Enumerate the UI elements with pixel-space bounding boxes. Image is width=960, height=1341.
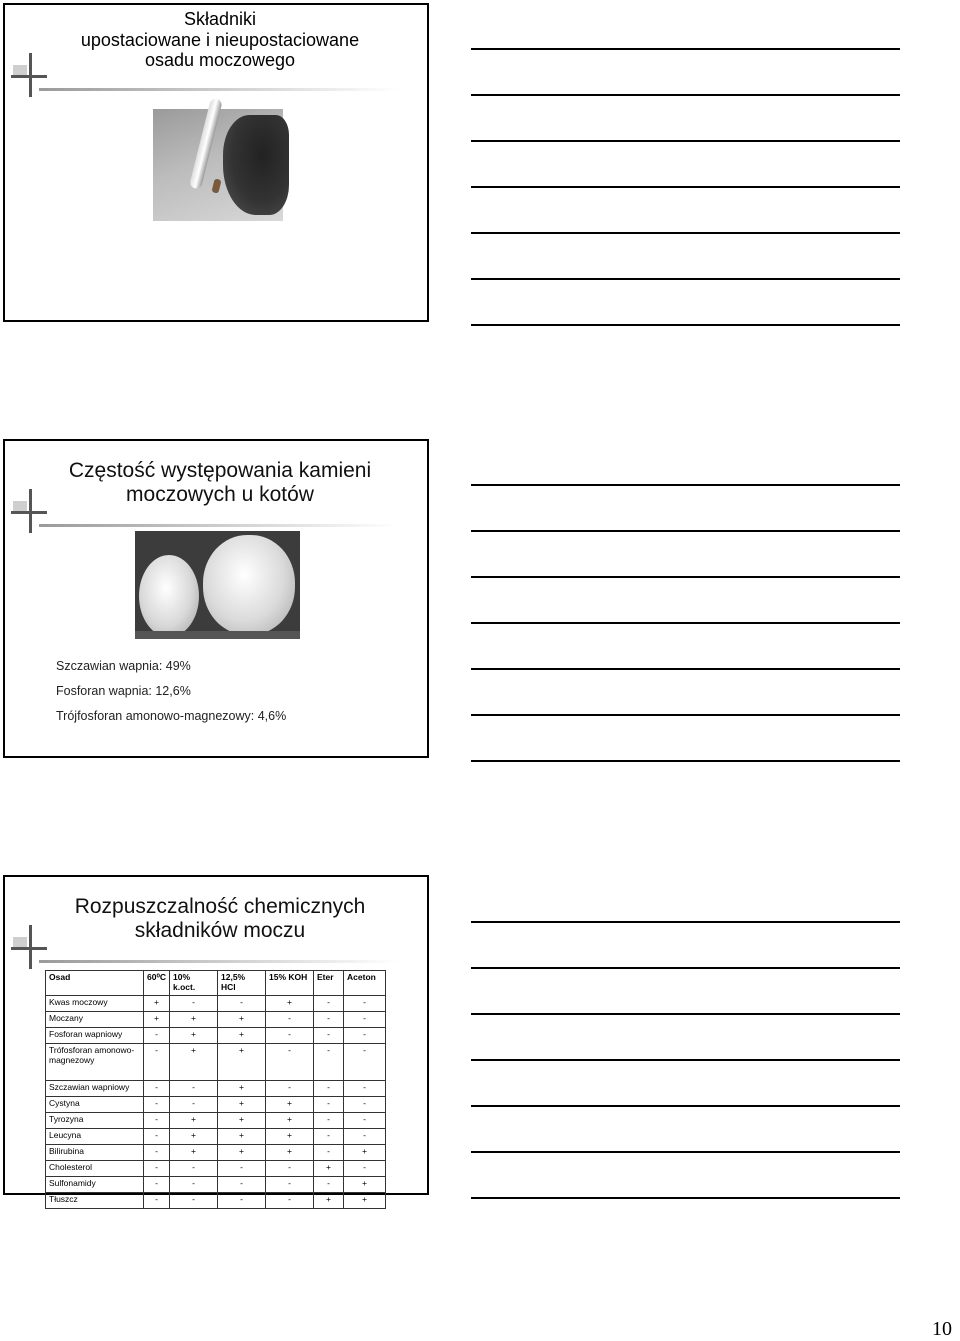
note-line: [471, 140, 900, 142]
table-header-cell: 10% k.oct.: [170, 971, 218, 996]
solubility-cell: -: [314, 996, 344, 1012]
stat-item: Trójfosforan amonowo-magnezowy: 4,6%: [56, 709, 287, 723]
table-header-row: [46, 971, 386, 996]
note-line: [471, 576, 900, 578]
note-line: [471, 714, 900, 716]
note-line: [471, 1151, 900, 1153]
solubility-cell: -: [266, 1044, 314, 1081]
solubility-cell: -: [344, 1129, 386, 1145]
solubility-cell: -: [344, 1097, 386, 1113]
title-line: Częstość występowania kamieni: [68, 459, 372, 482]
solubility-cell: +: [314, 1161, 344, 1177]
solubility-cell: -: [344, 1161, 386, 1177]
note-line: [471, 232, 900, 234]
table-header-cell: 60⁰C: [144, 971, 170, 996]
row-name: Sulfonamidy: [46, 1177, 144, 1193]
solubility-cell: -: [314, 1129, 344, 1145]
table-header-cell: Osad: [46, 971, 144, 996]
note-line: [471, 622, 900, 624]
note-line: [471, 921, 900, 923]
note-line: [471, 1013, 900, 1015]
solubility-cell: -: [314, 1145, 344, 1161]
solubility-cell: +: [314, 1193, 344, 1209]
solubility-cell: -: [344, 1028, 386, 1044]
note-line: [471, 760, 900, 762]
solubility-cell: -: [144, 1044, 170, 1081]
title-line: osadu moczowego: [144, 50, 296, 71]
table-header-cell: Eter: [314, 971, 344, 996]
solubility-cell: +: [170, 1129, 218, 1145]
solubility-cell: +: [266, 1145, 314, 1161]
solubility-cell: +: [144, 1012, 170, 1028]
solubility-cell: -: [170, 1177, 218, 1193]
row-name: Leucyna: [46, 1129, 144, 1145]
solubility-cell: -: [266, 1177, 314, 1193]
solubility-cell: -: [314, 1012, 344, 1028]
title-line: upostaciowane i nieupostaciowane: [80, 29, 360, 50]
stat-item: Fosforan wapnia: 12,6%: [56, 684, 191, 698]
solubility-cell: -: [266, 1081, 314, 1097]
solubility-cell: +: [218, 1129, 266, 1145]
table-row: [46, 1012, 386, 1028]
note-line: [471, 530, 900, 532]
note-line: [471, 1105, 900, 1107]
solubility-cell: +: [344, 1177, 386, 1193]
solubility-cell: -: [314, 1177, 344, 1193]
solubility-cell: +: [218, 1012, 266, 1028]
solubility-cell: -: [266, 1028, 314, 1044]
solubility-cell: +: [344, 1193, 386, 1209]
solubility-cell: -: [144, 1081, 170, 1097]
row-name: Kwas moczowy: [46, 996, 144, 1012]
solubility-cell: -: [144, 1161, 170, 1177]
solubility-cell: -: [170, 1097, 218, 1113]
note-line: [471, 48, 900, 50]
solubility-cell: -: [144, 1145, 170, 1161]
slide-title: [25, 9, 415, 71]
title-rule: [39, 88, 399, 91]
solubility-cell: +: [170, 1044, 218, 1081]
solubility-cell: -: [314, 1081, 344, 1097]
solubility-cell: -: [144, 1097, 170, 1113]
solubility-cell: -: [218, 1177, 266, 1193]
stat-item: Szczawian wapnia: 49%: [56, 659, 191, 673]
solubility-cell: -: [266, 1161, 314, 1177]
page-number: 10: [932, 1318, 952, 1340]
title-rule: [39, 524, 399, 527]
solubility-cell: -: [144, 1028, 170, 1044]
solubility-cell: -: [144, 1129, 170, 1145]
table-body: [46, 996, 386, 1209]
solubility-cell: +: [170, 1113, 218, 1129]
solubility-cell: +: [266, 1129, 314, 1145]
table-row: [46, 1161, 386, 1177]
solubility-cell: +: [266, 1113, 314, 1129]
slide-title: [25, 459, 415, 507]
solubility-cell: +: [218, 1113, 266, 1129]
solubility-cell: -: [344, 996, 386, 1012]
table-row: [46, 1177, 386, 1193]
table-row: [46, 1081, 386, 1097]
note-line: [471, 186, 900, 188]
table-row: [46, 1044, 386, 1081]
table-row: [46, 1097, 386, 1113]
solubility-cell: -: [344, 1081, 386, 1097]
table-row: [46, 1193, 386, 1209]
solubility-cell: -: [170, 1193, 218, 1209]
table-row: [46, 996, 386, 1012]
row-name: Bilirubina: [46, 1145, 144, 1161]
title-line: Rozpuszczalność chemicznych: [74, 895, 366, 918]
note-line: [471, 94, 900, 96]
solubility-cell: +: [170, 1028, 218, 1044]
solubility-cell: -: [314, 1044, 344, 1081]
row-name: Moczany: [46, 1012, 144, 1028]
note-line: [471, 484, 900, 486]
solubility-cell: -: [266, 1193, 314, 1209]
urinary-stones-photo: [135, 531, 300, 639]
table-header-cell: 15% KOH: [266, 971, 314, 996]
title-line: składników moczu: [134, 919, 306, 943]
row-name: Tyrozyna: [46, 1113, 144, 1129]
table-row: [46, 1113, 386, 1129]
solubility-cell: -: [344, 1012, 386, 1028]
slide-2: [3, 439, 429, 758]
solubility-cell: -: [218, 996, 266, 1012]
title-line: Składniki: [183, 9, 257, 29]
row-name: Fosforan wapniowy: [46, 1028, 144, 1044]
solubility-cell: -: [344, 1044, 386, 1081]
solubility-cell: +: [218, 1044, 266, 1081]
solubility-cell: +: [170, 1012, 218, 1028]
note-line: [471, 1059, 900, 1061]
solubility-cell: -: [144, 1113, 170, 1129]
solubility-cell: -: [144, 1177, 170, 1193]
solubility-cell: -: [314, 1113, 344, 1129]
note-line: [471, 668, 900, 670]
solubility-cell: -: [218, 1161, 266, 1177]
solubility-cell: -: [314, 1028, 344, 1044]
solubility-cell: -: [170, 1081, 218, 1097]
solubility-cell: +: [218, 1097, 266, 1113]
solubility-cell: +: [218, 1145, 266, 1161]
slide-1: [3, 3, 429, 322]
row-name: Cholesterol: [46, 1161, 144, 1177]
solubility-cell: +: [266, 996, 314, 1012]
table-header-cell: Aceton: [344, 971, 386, 996]
row-name: Szczawian wapniowy: [46, 1081, 144, 1097]
solubility-cell: +: [218, 1081, 266, 1097]
solubility-cell: +: [170, 1145, 218, 1161]
solubility-cell: -: [170, 1161, 218, 1177]
title-line: moczowych u kotów: [126, 483, 314, 507]
solubility-cell: -: [266, 1012, 314, 1028]
solubility-table: [45, 970, 386, 1209]
table-row: [46, 1145, 386, 1161]
solubility-cell: -: [218, 1193, 266, 1209]
solubility-cell: -: [314, 1097, 344, 1113]
slide-3: [3, 875, 429, 1204]
solubility-cell: -: [344, 1113, 386, 1129]
solubility-cell: +: [144, 996, 170, 1012]
note-line: [471, 1197, 900, 1199]
row-name: Cystyna: [46, 1097, 144, 1113]
table-header-cell: 12,5% HCl: [218, 971, 266, 996]
solubility-cell: -: [170, 996, 218, 1012]
row-name: Tłuszcz: [46, 1193, 144, 1209]
table-row: [46, 1129, 386, 1145]
solubility-cell: +: [344, 1145, 386, 1161]
solubility-cell: -: [144, 1193, 170, 1209]
urine-sample-photo: [153, 109, 283, 221]
table-row: [46, 1028, 386, 1044]
solubility-cell: +: [218, 1028, 266, 1044]
note-line: [471, 967, 900, 969]
slide-title: [25, 895, 415, 943]
title-rule: [39, 960, 399, 963]
row-name: Trófosforan amonowo-magnezowy: [46, 1044, 144, 1081]
solubility-cell: +: [266, 1097, 314, 1113]
note-line: [471, 278, 900, 280]
stone-frequency-list: [56, 654, 286, 729]
note-line: [471, 324, 900, 326]
